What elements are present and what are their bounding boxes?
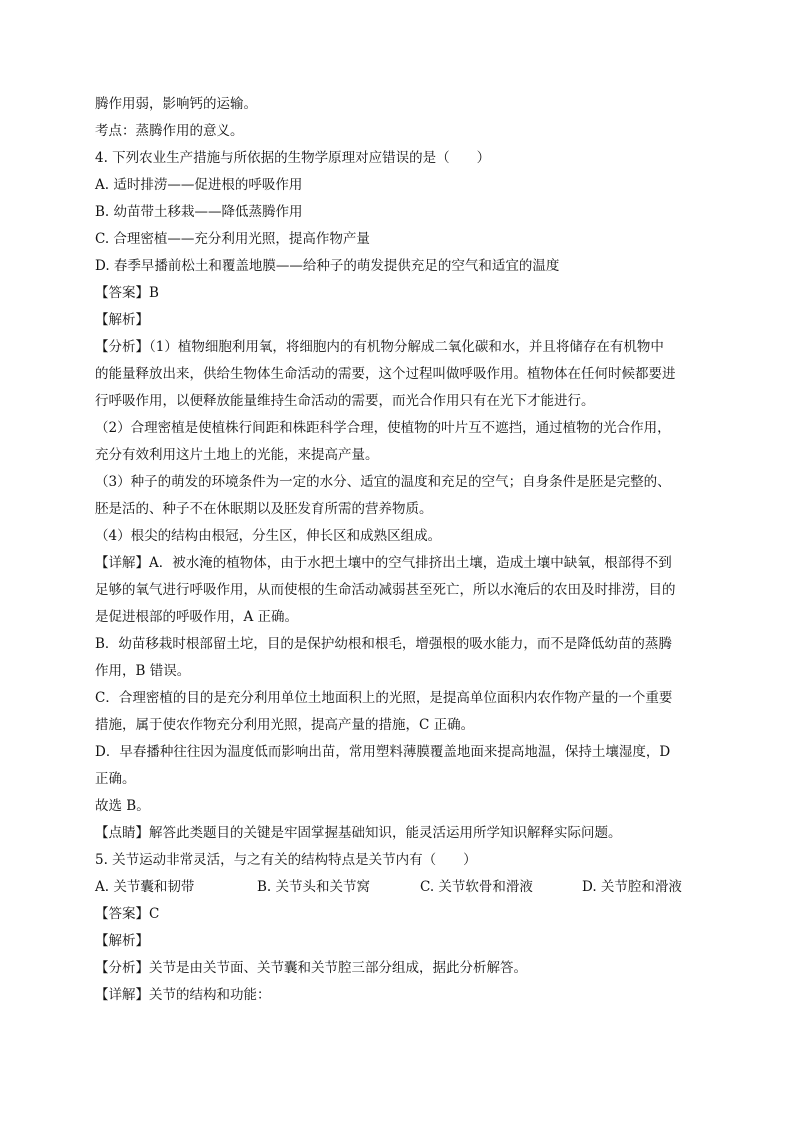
answer-label: 【答案】C	[95, 906, 160, 922]
text-line: C．合理密植的目的是充分利用单位土地面积上的光照，是提高单位面积内农作物产量的一个重要	[95, 690, 673, 706]
question-4-option-a: A. 适时排涝——促进根的呼吸作用	[95, 177, 303, 193]
analysis-label: 【解析】	[95, 312, 149, 328]
question-5-option-b: B. 关节头和关节窝	[257, 879, 371, 895]
question-5-stem: 5. 关节运动非常灵活，与之有关的结构特点是关节内有（ ）	[95, 852, 477, 868]
question-4-option-b: B. 幼苗带土移栽——降低蒸腾作用	[95, 204, 303, 220]
text-line: 【分析】关节是由关节面、关节囊和关节腔三部分组成，据此分析解答。	[95, 960, 527, 976]
text-line: 充分有效利用这片土地上的光能，来提高产量。	[95, 447, 379, 463]
question-5-option-a: A. 关节囊和韧带	[95, 879, 195, 895]
text-line: 胚是活的、种子不在休眠期以及胚发育所需的营养物质。	[95, 501, 433, 517]
text-line: 足够的氧气进行呼吸作用，从而使根的生命活动减弱甚至死亡，所以水淹后的农田及时排涝，目的	[95, 582, 676, 598]
text-line: （3）种子的萌发的环境条件为一定的水分、适宜的温度和充足的空气；自身条件是胚是完整的、	[95, 474, 671, 490]
text-line: （2）合理密植是使植株行间距和株距科学合理，使植物的叶片互不遮挡，通过植物的光合作用，	[95, 420, 671, 436]
text-line: 作用，B 错误。	[95, 663, 191, 679]
text-line: 【点睛】解答此类题目的关键是牢固掌握基础知识，能灵活运用所学知识解释实际问题。	[95, 825, 622, 841]
question-5-option-c: C. 关节软骨和滑液	[420, 879, 533, 895]
text-line: 的能量释放出来，供给生物体生命活动的需要，这个过程叫做呼吸作用。植物体在任何时候都要进	[95, 366, 676, 382]
text-line: 【分析】（1）植物细胞利用氧，将细胞内的有机物分解成二氧化碳和水，并且将储存在有机物中	[95, 339, 664, 355]
text-line: 行呼吸作用，以便释放能量维持生命活动的需要，而光合作用只有在光下才能进行。	[95, 393, 595, 409]
text-line: 故选 B。	[95, 798, 150, 814]
text-line: 腾作用弱，影响钙的运输。	[95, 96, 257, 112]
text-line: 【详解】A．被水淹的植物体，由于水把土壤中的空气排挤出土壤，造成土壤中缺氧，根部得不到	[95, 555, 672, 571]
text-line: D．早春播种往往因为温度低而影响出苗，常用塑料薄膜覆盖地面来提高地温，保持土壤湿度，D	[95, 744, 671, 760]
question-4-stem: 4. 下列农业生产措施与所依据的生物学原理对应错误的是（ ）	[95, 150, 491, 166]
text-line: B．幼苗移栽时根部留土坨，目的是保护幼根和根毛，增强根的吸水能力，而不是降低幼苗的蒸腾	[95, 636, 672, 652]
text-line: 考点：蒸腾作用的意义。	[95, 123, 244, 139]
text-line: 是促进根部的呼吸作用，A 正确。	[95, 609, 299, 625]
text-line: （4）根尖的结构由根冠，分生区，伸长区和成熟区组成。	[95, 528, 442, 544]
question-4-option-d: D. 春季早播前松土和覆盖地膜——给种子的萌发提供充足的空气和适宜的温度	[95, 258, 560, 274]
answer-label: 【答案】B	[95, 285, 159, 301]
text-line: 措施，属于使农作物充分利用光照，提高产量的措施，C 正确。	[95, 717, 475, 733]
text-line: 【详解】关节的结构和功能：	[95, 987, 271, 1003]
text-line: 正确。	[95, 771, 136, 787]
question-5-option-d: D. 关节腔和滑液	[582, 879, 682, 895]
analysis-label: 【解析】	[95, 933, 149, 949]
question-4-option-c: C. 合理密植——充分利用光照，提高作物产量	[95, 231, 370, 247]
